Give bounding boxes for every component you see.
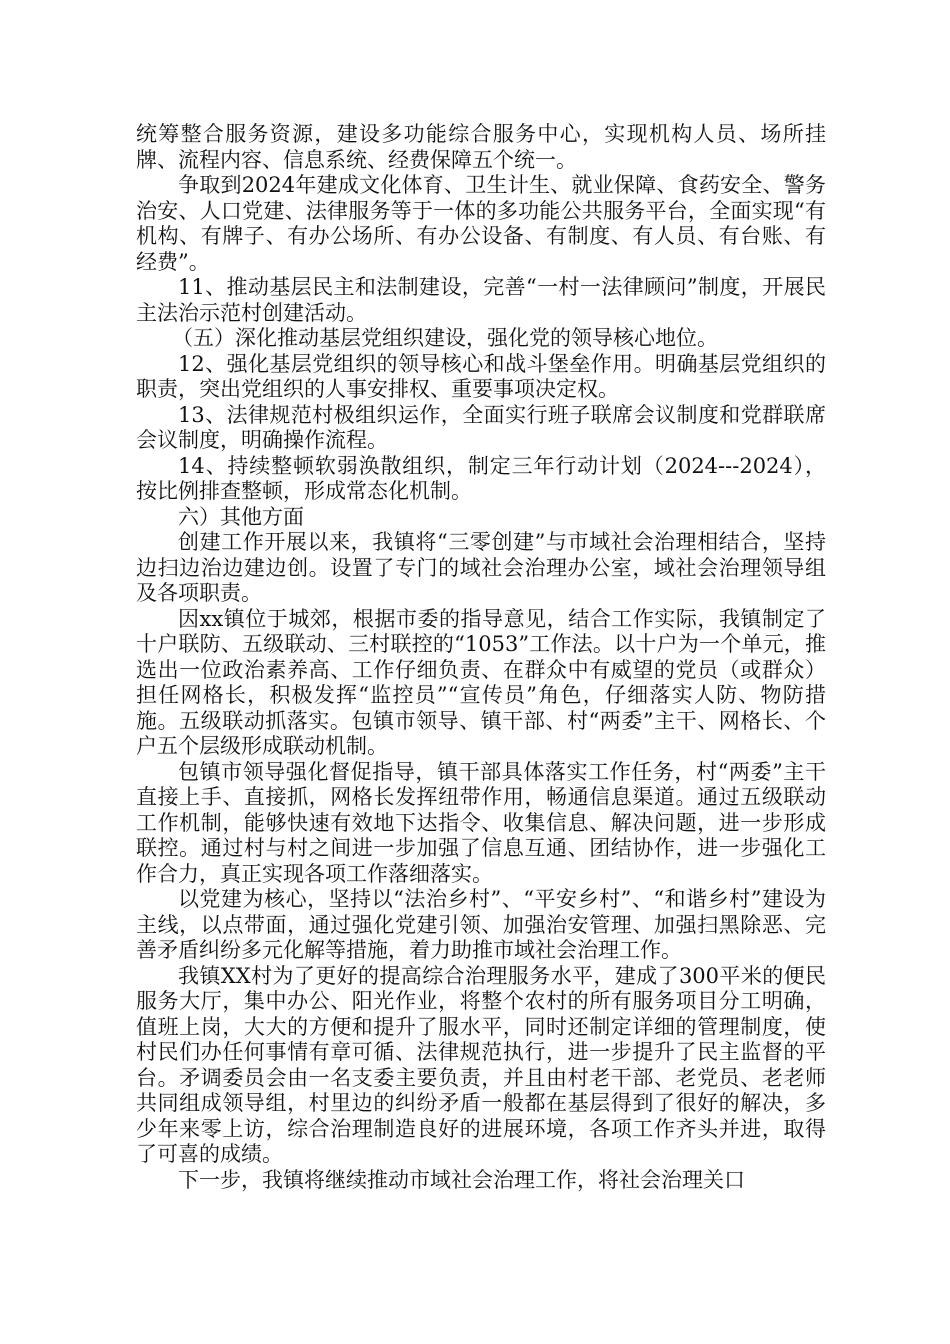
paragraph-item-11: 11、推动基层民主和法制建设，完善“一村一法律顾问”制度，开展民主法治示范村创建活动。	[136, 275, 826, 325]
paragraph-next-step: 下一步，我镇将继续推动市域社会治理工作，将社会治理关口	[178, 1167, 745, 1192]
paragraph-service-integration: 统筹整合服务资源，建设多功能综合服务中心，实现机构人员、场所挂牌、流程内容、信息系统、经费保障五个统一。	[136, 122, 826, 172]
paragraph-party-building-core: 以党建为核心，坚持以“法治乡村”、“平安乡村”、“和谐乡村”建设为主线，以点带面，通过强化党建引领、加强治安管理、加强扫黑除恶、完善矛盾纠纷多元化解等措施，着力助推市域社会治理工作。	[136, 887, 826, 962]
section-heading-6: 六）其他方面	[178, 504, 304, 529]
paragraph-item-14: 14、持续整顿软弱涣散组织，制定三年行动计划（2024---2024），按比例排查整顿，形成常态化机制。	[136, 453, 826, 503]
paragraph-five-level-linkage: 包镇市领导强化督促指导，镇干部具体落实工作任务，村“两委”主干直接上手、直接抓，网格长发挥纽带作用，畅通信息渠道。通过五级联动工作机制，能够快速有效地下达指令、收集信息、解决问题，进一步形成联控。通过村与村之间进一步加强了信息互通、团结协作，进一步强化工作合力，真正实现各项工作落细落实。	[136, 759, 826, 886]
paragraph-item-13: 13、法律规范村极组织运作，全面实行班子联席会议制度和党群联席会议制度，明确操作流程。	[136, 402, 826, 452]
paragraph-creation-work: 创建工作开展以来，我镇将“三零创建”与市域社会治理相结合，坚持边扫边治边建边创。设置了专门的域社会治理办公室，域社会治理领导组及各项职责。	[136, 530, 826, 605]
document-body	[136, 122, 826, 1193]
paragraph-item-12: 12、强化基层党组织的领导核心和战斗堡垒作用。明确基层党组织的职责，突出党组织的人事安排权、重要事项决定权。	[136, 351, 826, 401]
paragraph-village-service-hall: 我镇XX村为了更好的提高综合治理服务水平，建成了300平米的便民服务大厅，集中办公、阳光作业，将整个农村的所有服务项目分工明确，值班上岗，大大的方便和提升了服水平，同时还制定详细的管理制度，使村民们办任何事情有章可循、法律规范执行，进一步提升了民主监督的平台。矛调委员会由一名支委主要负责，并且由村老干部、老党员、老老师共同组成领导组，村里边的纠纷矛盾一般都在基层得到了很好的解决，多少年来零上访，综合治理制造良好的进展环境，各项工作齐头并进，取得了可喜的成绩。	[136, 963, 826, 1166]
paragraph-2024-platform: 争取到2024年建成文化体育、卫生计生、就业保障、食药安全、警务治安、人口党建、法律服务等于一体的多功能公共服务平台，全面实现“有机构、有牌子、有办公场所、有办公设备、有制度、有人员、有台账、有经费”。	[136, 173, 826, 274]
section-heading-5: （五）深化推动基层党组织建设，强化党的领导核心地位。	[172, 326, 718, 350]
paragraph-1053-method: 因xx镇位于城郊，根据市委的指导意见，结合工作实际，我镇制定了十户联防、五级联动、三村联控的“1053”工作法。以十户为一个单元，推选出一位政治素养高、工作仔细负责、在群众中有威望的党员（或群众）担任网格长，积极发挥“监控员”“宣传员”角色，仔细落实人防、物防措施。五级联动抓落实。包镇市领导、镇干部、村“两委”主干、网格长、个户五个层级形成联动机制。	[136, 606, 826, 758]
